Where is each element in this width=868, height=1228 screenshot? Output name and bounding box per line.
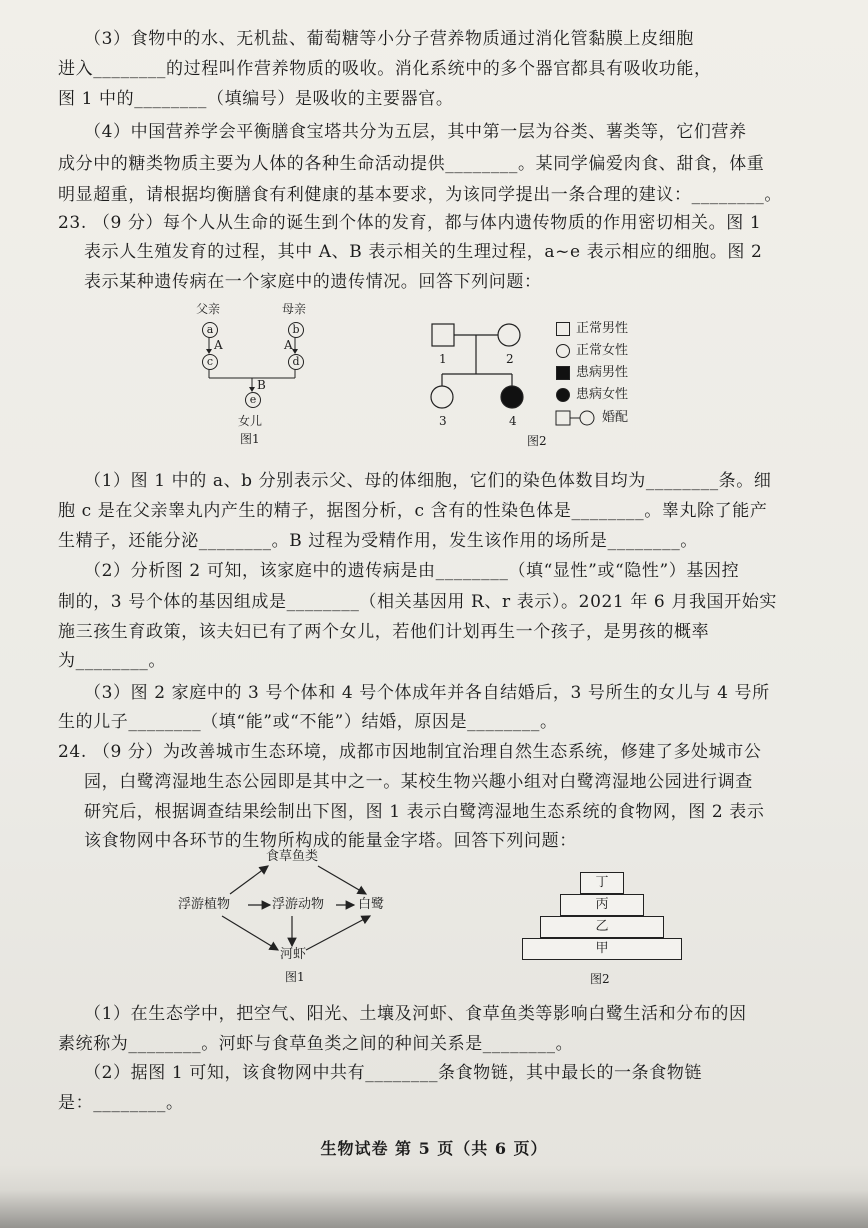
q22-4-line2: 成分中的糖类物质主要为人体的各种生命活动提供________。某同学偏爱肉食、甜食，体重	[58, 154, 765, 174]
q23-2-line4: 为________。	[58, 651, 166, 671]
q22-4-line3: 明显超重，请根据均衡膳食有利健康的基本要求，为该同学提出一条合理的建议：________。	[58, 185, 782, 205]
normal-male-symbol	[556, 322, 570, 336]
q23-2-line3: 施三孩生育政策，该夫妇已有了两个女儿，若他们计划再生一个孩子，是男孩的概率	[58, 622, 710, 642]
pyramid-level-3: 乙	[540, 916, 664, 938]
q23-1-line2: 胞 c 是在父亲睾丸内产生的精子，据图分析，c 含有的性染色体是________。睾丸除了能产	[58, 501, 768, 521]
q23-3-line1: （3）图 2 家庭中的 3 号个体和 4 号个体成年并各自结婚后，3 号所生的女儿与 4 号所	[84, 683, 770, 703]
q23-2-line2: 制的，3 号个体的基因组成是________（相关基因用 R、r 表示）。2021 年 6 月我国开始实	[58, 592, 777, 612]
cell-b: b	[288, 322, 304, 338]
individual-3-label: 3	[439, 414, 447, 428]
figure-24-2	[520, 868, 700, 998]
normal-female-legend: 正常女性	[576, 343, 629, 358]
figure-24-2-caption: 图2	[590, 972, 610, 986]
figure-23-1	[190, 300, 330, 450]
food-web-arrows	[170, 848, 410, 988]
q23-1-line1: （1）图 1 中的 a、b 分别表示父、母的体细胞，它们的染色体数目均为________条。细	[84, 471, 772, 491]
pyramid-level-2: 丙	[560, 894, 644, 916]
process-a-label-left: A	[214, 338, 223, 352]
mother-label: 母亲	[282, 302, 307, 316]
scan-shadow	[0, 1165, 868, 1228]
phytoplankton-node: 浮游植物	[178, 897, 231, 912]
page-footer: 生物试卷 第 5 页（共 6 页）	[320, 1139, 548, 1158]
q24-1-line2: 素统称为________。河虾与食草鱼类之间的种间关系是________。	[58, 1034, 574, 1054]
figure-23-2-caption: 图2	[527, 434, 547, 448]
q23-stem-line3: 表示某种遗传病在一个家庭中的遗传情况。回答下列问题：	[84, 272, 542, 292]
affected-female-legend: 患病女性	[576, 387, 629, 402]
affected-female-symbol	[556, 388, 570, 402]
marriage-legend: 婚配	[602, 410, 629, 425]
q23-1-line3: 生精子，还能分泌________。B 过程为受精作用，发生该作用的场所是________。	[58, 531, 698, 551]
q23-stem-line1: 23. （9 分）每个人从生命的诞生到个体的发育，都与体内遗传物质的作用密切相关。图 1	[58, 213, 762, 233]
affected-male-legend: 患病男性	[576, 365, 629, 380]
pyramid-level-4: 甲	[522, 938, 682, 960]
q24-2-line2: 是：________。	[58, 1093, 184, 1113]
figure-23-1-caption: 图1	[240, 432, 260, 446]
individual-1-label: 1	[439, 352, 447, 366]
q23-2-line1: （2）分析图 2 可知，该家庭中的遗传病是由________（填“显性”或“隐性”）基因控	[84, 561, 740, 581]
q24-2-line1: （2）据图 1 可知，该食物网中共有________条食物链，其中最长的一条食物链	[84, 1063, 703, 1083]
individual-2-label: 2	[506, 352, 514, 366]
cell-a: a	[202, 322, 218, 338]
cell-e: e	[245, 392, 261, 408]
pyramid-level-1: 丁	[580, 872, 624, 894]
q24-1-line1: （1）在生态学中，把空气、阳光、土壤及河虾、食草鱼类等影响白鹭生活和分布的因	[84, 1004, 747, 1024]
q24-stem-line3: 研究后，根据调查结果绘制出下图，图 1 表示白鹭湾湿地生态系统的食物网，图 2 表示	[84, 802, 765, 822]
q22-3-line1: （3）食物中的水、无机盐、葡萄糖等小分子营养物质通过消化管黏膜上皮细胞	[84, 29, 694, 49]
river-shrimp-node: 河虾	[280, 947, 307, 962]
individual-4-label: 4	[509, 414, 517, 428]
figure-24-1	[170, 848, 410, 988]
cell-c: c	[202, 354, 218, 370]
figure-23-2	[420, 318, 680, 453]
process-a-label-right: A	[284, 338, 293, 352]
q24-stem-line2: 园，白鹭湾湿地生态公园即是其中之一。某校生物兴趣小组对白鹭湾湿地公园进行调查	[84, 772, 753, 792]
cell-d: d	[288, 354, 304, 370]
herbivorous-fish-node: 食草鱼类	[266, 849, 319, 864]
q22-3-line3: 图 1 中的________（填编号）是吸收的主要器官。	[58, 89, 454, 109]
daughter-label: 女儿	[238, 414, 263, 428]
affected-male-symbol	[556, 366, 570, 380]
father-label: 父亲	[196, 302, 221, 316]
normal-female-symbol	[556, 344, 570, 358]
marriage-symbol	[550, 408, 610, 428]
q24-stem-line4: 该食物网中各环节的生物所构成的能量金字塔。回答下列问题：	[84, 831, 577, 851]
zooplankton-node: 浮游动物	[272, 897, 325, 912]
q22-4-line1: （4）中国营养学会平衡膳食宝塔共分为五层，其中第一层为谷类、薯类等，它们营养	[84, 122, 747, 142]
figure-24-1-caption: 图1	[285, 970, 305, 984]
egret-node: 白鹭	[358, 897, 385, 912]
q23-3-line2: 生的儿子________（填“能”或“不能”）结婚，原因是________。	[58, 712, 558, 732]
q23-stem-line2: 表示人生殖发育的过程，其中 A、B 表示相关的生理过程，a~e 表示相应的细胞。图 2	[84, 242, 763, 262]
normal-male-legend: 正常男性	[576, 321, 629, 336]
q22-3-line2: 进入________的过程叫作营养物质的吸收。消化系统中的多个器官都具有吸收功能，	[58, 59, 712, 79]
q24-stem-line1: 24. （9 分）为改善城市生态环境，成都市因地制宜治理自然生态系统，修建了多处城市公	[58, 742, 762, 762]
process-b-label: B	[257, 378, 266, 392]
